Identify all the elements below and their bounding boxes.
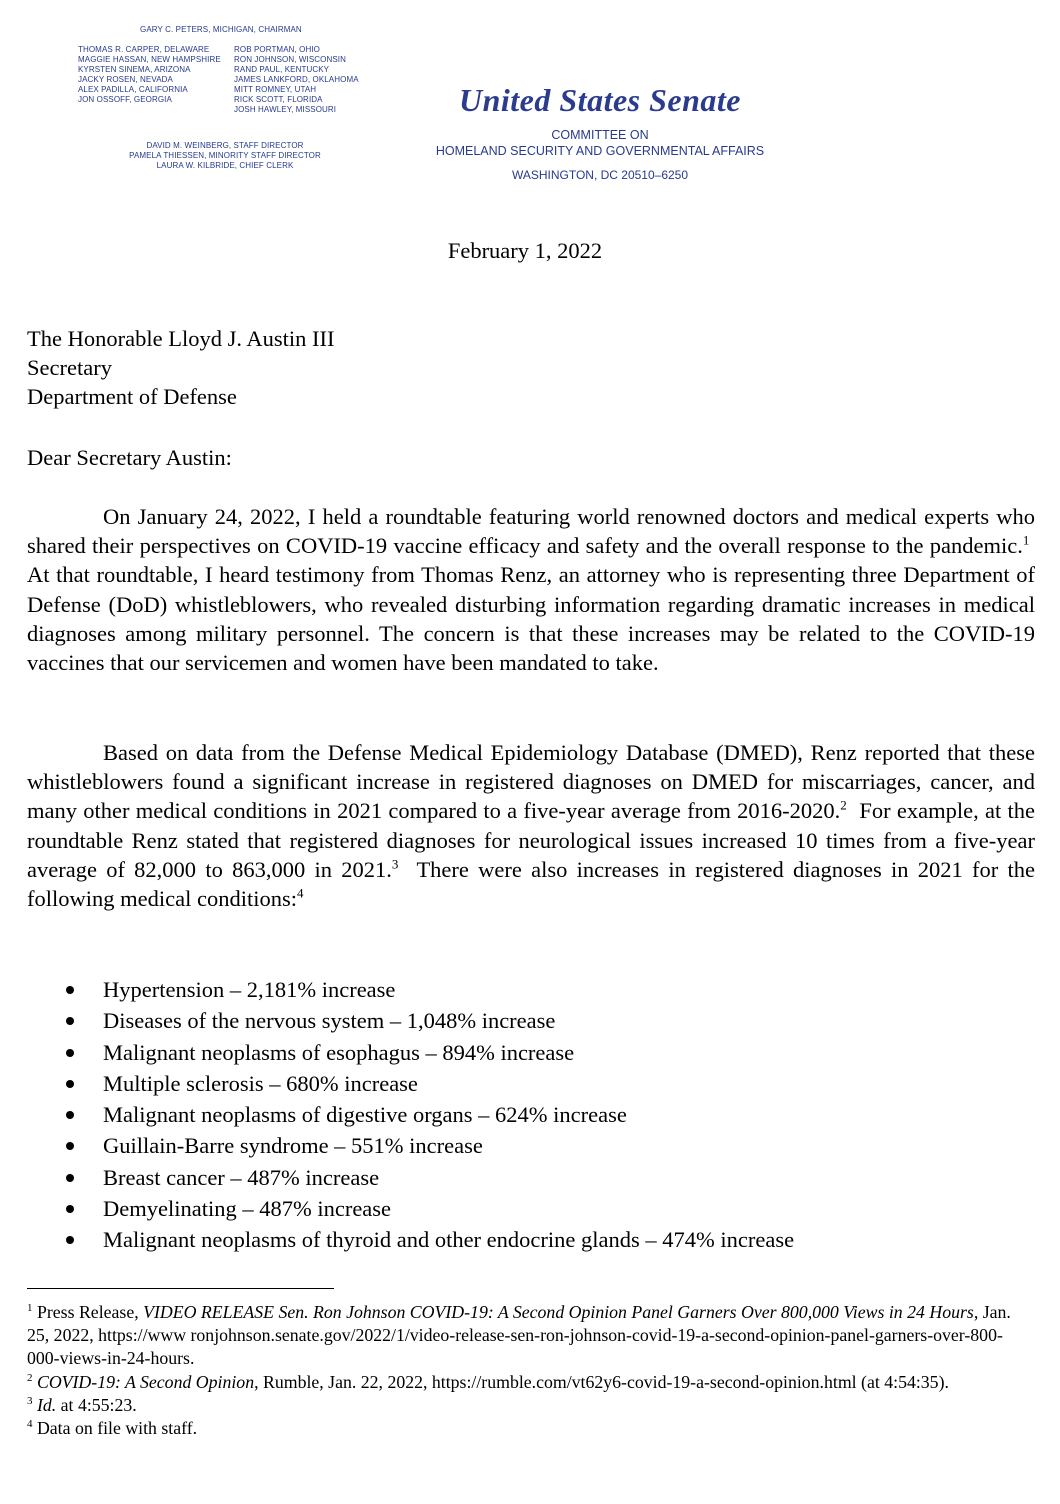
list-item-text: Demyelinating – 487% increase — [103, 1196, 392, 1222]
letter-date: February 1, 2022 — [447, 238, 603, 263]
committee-staff-list — [110, 141, 340, 171]
list-item-text: Guillain-Barre syndrome – 551% increase — [103, 1133, 483, 1159]
footnote-number: 3 — [27, 1394, 33, 1407]
list-item-text: Malignant neoplasms of esophagus – 894% increase — [103, 1039, 575, 1065]
list-item-text: Malignant neoplasms of digestive organs – 624% increase — [103, 1102, 627, 1128]
bullet-icon — [66, 1049, 74, 1057]
list-item — [62, 1068, 794, 1099]
list-item — [62, 1037, 794, 1068]
member-name: JAMES LANKFORD, OKLAHOMA — [234, 75, 359, 84]
member-name: JON OSSOFF, GEORGIA — [78, 95, 172, 104]
footnote-ref-1: 1 — [1022, 532, 1030, 548]
salutation: Dear Secretary Austin: — [27, 445, 232, 470]
committee-line-1: COMMITTEE ON — [551, 128, 649, 142]
list-item-text: Hypertension – 2,181% increase — [103, 977, 396, 1002]
member-name: MITT ROMNEY, UTAH — [234, 85, 317, 94]
member-name: ALEX PADILLA, CALIFORNIA — [78, 85, 188, 94]
staff-name: DAVID M. WEINBERG, STAFF DIRECTOR — [146, 141, 304, 150]
list-item — [62, 1130, 794, 1161]
footnote-number: 1 — [27, 1302, 33, 1315]
footnotes — [27, 1301, 1032, 1440]
body-paragraph-1 — [27, 502, 1035, 677]
list-item-text: Breast cancer – 487% increase — [103, 1164, 380, 1190]
member-name: MAGGIE HASSAN, NEW HAMPSHIRE — [78, 55, 221, 64]
footnote-4 — [27, 1417, 1032, 1440]
list-item — [62, 1193, 794, 1224]
list-item — [62, 1005, 794, 1036]
committee-line-2: HOMELAND SECURITY AND GOVERNMENTAL AFFAIRS — [435, 144, 765, 158]
senate-logo-title: United States Senate — [458, 82, 741, 118]
addressee-block — [27, 324, 334, 412]
bullet-icon — [66, 1017, 74, 1025]
footnote-text: , Rumble, Jan. 22, 2022, https://rumble.com/vt62y6-covid-19-a-second-opinion.html (at 4:54:35). — [254, 1371, 949, 1392]
majority-members-list — [78, 45, 221, 105]
minority-members-list — [234, 45, 359, 115]
footnote-text: Press Release, — [36, 1302, 139, 1322]
staff-name: PAMELA THIESSEN, MINORITY STAFF DIRECTOR — [129, 151, 321, 160]
staff-name: LAURA W. KILBRIDE, CHIEF CLERK — [156, 161, 294, 170]
footnote-title: Id. — [36, 1394, 57, 1415]
member-name: THOMAS R. CARPER, DELAWARE — [78, 45, 210, 54]
footnote-text: Data on file with staff. — [36, 1418, 198, 1439]
footnote-divider — [27, 1288, 334, 1289]
list-item — [62, 1224, 794, 1255]
body-paragraph-2 — [27, 738, 1035, 913]
member-name: JACKY ROSEN, NEVADA — [78, 75, 173, 84]
bullet-icon — [66, 1236, 74, 1244]
committee-chairman: GARY C. PETERS, MICHIGAN, CHAIRMAN — [140, 25, 302, 34]
footnote-3 — [27, 1394, 1032, 1417]
paragraph-text: For example, at the roundtable Renz stated that registered diagnoses for neurological issues increased 10 times from a five-year average of 82,000 to 863,000 in 2021. — [27, 798, 1035, 882]
footnote-ref-3: 3 — [391, 856, 399, 872]
paragraph-text: On January 24, 2022, I held a roundtable featuring world renowned doctors and medical experts who shared their perspectives on COVID-19 vaccine efficacy and safety and the overall response to the pandemic. — [27, 504, 1035, 559]
bullet-icon — [66, 1142, 74, 1150]
paragraph-text: At that roundtable, I heard testimony from Thomas Renz, an attorney who is representing three Department of Defense (DoD) whistleblowers, who revealed disturbing information regarding dramatic increases in medical diagnoses among military personnel. The concern is that these increases may be related to the COVID-19 vaccines that our servicemen and women have been mandated to take. — [27, 562, 1035, 676]
footnote-1 — [27, 1301, 1032, 1371]
footnote-ref-2: 2 — [840, 797, 847, 813]
bullet-icon — [66, 986, 74, 994]
addressee-department: Department of Defense — [27, 384, 237, 410]
committee-name — [400, 127, 800, 159]
committee-address: WASHINGTON, DC 20510–6250 — [511, 168, 689, 182]
member-name: KYRSTEN SINEMA, ARIZONA — [78, 65, 191, 74]
member-name: RICK SCOTT, FLORIDA — [234, 95, 323, 104]
footnote-number: 4 — [27, 1418, 33, 1431]
list-item — [62, 974, 794, 1005]
bullet-icon — [66, 1205, 74, 1213]
footnote-text: at 4:55:23. — [56, 1394, 137, 1415]
paragraph-text: Based on data from the Defense Medical Epidemiology Database (DMED), Renz reported that these whistleblowers found a significant increase in registered diagnoses on DMED for miscarriages, cancer, and many other medical conditions in 2021 compared to a five-year average from 2016-2020. — [27, 740, 1035, 824]
footnote-text: , Jan. 25, 2022, https://www ronjohnson.senate.gov/2022/1/video-release-sen-ron-johnson-covid-19-a-second-opinion-panel-garners-over-800-000-views-in-24-hours. — [27, 1302, 1011, 1369]
member-name: RON JOHNSON, WISCONSIN — [234, 55, 346, 64]
footnote-title: COVID-19: A Second Opinion — [36, 1371, 255, 1392]
footnote-2 — [27, 1371, 1032, 1394]
list-item-text: Diseases of the nervous system – 1,048% increase — [103, 1008, 556, 1034]
member-name: RAND PAUL, KENTUCKY — [234, 65, 330, 74]
medical-conditions-list — [62, 974, 794, 1256]
bullet-icon — [66, 1080, 74, 1088]
list-item-text: Multiple sclerosis – 680% increase — [103, 1070, 418, 1096]
paragraph-text: There were also increases in registered diagnoses in 2021 for the following medical conditions: — [27, 856, 1035, 912]
footnote-number: 2 — [27, 1371, 33, 1384]
addressee-title: Secretary — [27, 355, 112, 381]
list-item — [62, 1162, 794, 1193]
member-name: JOSH HAWLEY, MISSOURI — [234, 105, 337, 114]
list-item — [62, 1099, 794, 1130]
member-name: ROB PORTMAN, OHIO — [234, 45, 321, 54]
footnote-ref-4: 4 — [296, 885, 304, 901]
footnote-title: VIDEO RELEASE Sen. Ron Johnson COVID-19: A Second Opinion Panel Garners Over 800,000 Views in 24 Hours — [143, 1302, 974, 1322]
list-item-text: Malignant neoplasms of thyroid and other endocrine glands – 474% increase — [103, 1227, 795, 1253]
bullet-icon — [66, 1174, 74, 1182]
bullet-icon — [66, 1111, 74, 1119]
addressee-name: The Honorable Lloyd J. Austin III — [27, 326, 335, 351]
